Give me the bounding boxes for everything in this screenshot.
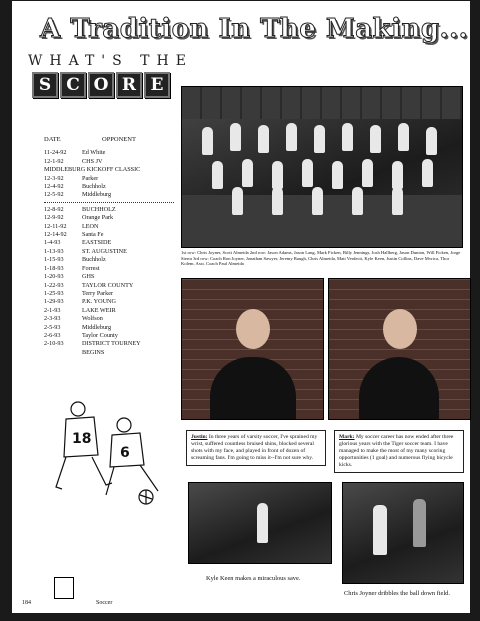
schedule-row: [44, 248, 184, 256]
opponent-name: Buchholz: [82, 183, 106, 191]
team-member-figure: [202, 127, 213, 155]
game-date: 1-15-93: [44, 256, 64, 264]
opponent-name: EASTSIDE: [82, 239, 112, 247]
opponent-name: Wolfson: [82, 315, 103, 323]
opponent-name: Parker: [82, 174, 99, 182]
schedule-row: [44, 239, 184, 247]
schedule-row: [44, 290, 184, 298]
dribble-caption: Chris Joyner dribbles the ball down field.: [344, 590, 450, 597]
schedule-row: [44, 256, 184, 264]
keeper-caption: Kyle Keen makes a miraculous save.: [206, 575, 301, 582]
team-member-figure: [392, 187, 403, 215]
opponent-name: GHS: [82, 273, 95, 281]
opponent-name: Buchholz: [82, 256, 106, 264]
schedule-row: [44, 273, 184, 281]
score-letter: E: [144, 72, 170, 98]
jersey-number-6: 6: [120, 445, 130, 461]
schedule-row: [44, 183, 184, 191]
opponent-name: Santa Fe: [82, 231, 104, 239]
team-member-figure: [370, 125, 381, 153]
game-date: 2-6-93: [44, 331, 61, 339]
game-date: 12-14-92: [44, 231, 67, 239]
team-member-figure: [272, 187, 283, 215]
game-date: 2-3-93: [44, 315, 61, 323]
schedule-row: [44, 231, 184, 239]
schedule-row: [44, 223, 184, 231]
game-date: 2-5-93: [44, 323, 61, 331]
schedule-row: [44, 324, 184, 332]
goalkeeper-figure: [257, 503, 268, 543]
opponent-name: Ed White: [82, 149, 106, 157]
score-letter: C: [60, 72, 86, 98]
player-head: [117, 418, 131, 432]
player-legs: [56, 457, 112, 489]
schedule-row: [44, 340, 184, 348]
opponent-name: Middleburg: [82, 323, 112, 331]
schedule-row: [44, 158, 184, 166]
game-date: 11-24-92: [44, 149, 67, 157]
team-member-figure: [392, 161, 403, 189]
opponent-name: DISTRICT TOURNEY: [82, 340, 141, 348]
team-photo: [181, 86, 463, 248]
schedule-row: [44, 332, 184, 340]
quote-name: Mark:: [339, 434, 355, 440]
score-letter: O: [88, 72, 114, 98]
team-member-figure: [422, 159, 433, 187]
portrait-head: [383, 309, 417, 349]
team-member-figure: [242, 159, 253, 187]
justin-quote: [186, 430, 326, 466]
whats-the-kicker: WHAT'S THE: [28, 53, 193, 69]
opponent-name: Forrest: [82, 264, 100, 272]
team-member-figure: [302, 159, 313, 187]
schedule-row: [44, 298, 184, 306]
score-logo: [32, 72, 170, 98]
player-figure: [373, 505, 387, 555]
soccer-players-illustration: [36, 395, 176, 515]
schedule-header: [44, 136, 184, 144]
opponent-name: Terry Parker: [82, 289, 114, 297]
game-date: 1-29-93: [44, 298, 64, 306]
opponent-name: TAYLOR COUNTY: [82, 281, 134, 289]
team-member-figure: [212, 161, 223, 189]
game-date: 12-1-92: [44, 157, 64, 165]
team-member-figure: [286, 123, 297, 151]
opponent-name: LEON: [82, 222, 99, 230]
quote-name: Justin:: [191, 434, 208, 440]
game-date: 2-10-93: [44, 340, 64, 348]
team-member-figure: [362, 159, 373, 187]
team-member-figure: [342, 123, 353, 151]
game-date: 12-3-92: [44, 174, 64, 182]
schedule-rows-preseason: [44, 149, 184, 199]
defender-figure: [413, 499, 426, 547]
opponent-name: CHS JV: [82, 157, 103, 165]
team-member-figure: [352, 187, 363, 215]
keeper-save-photo: [188, 482, 332, 564]
game-date: 1-22-93: [44, 281, 64, 289]
schedule-table: [44, 136, 184, 357]
team-member-figure: [314, 125, 325, 153]
schedule-row: [44, 307, 184, 315]
team-member-figure: [272, 161, 283, 189]
schedule-divider: [44, 202, 174, 203]
schedule-row: [44, 149, 184, 157]
score-letter: R: [116, 72, 142, 98]
schedule-row: [44, 191, 184, 199]
schedule-row: [44, 315, 184, 323]
opponent-name: Orange Park: [82, 214, 114, 222]
schedule-rows-season: [44, 206, 184, 357]
game-date: 12-5-92: [44, 191, 64, 199]
dribble-photo: [342, 482, 464, 584]
opponent-header: OPPONENT: [102, 136, 136, 143]
date-header: DATE: [44, 136, 61, 143]
schedule-row: [44, 175, 184, 183]
tiger-logo-icon: [54, 577, 74, 599]
player-head: [71, 402, 85, 416]
game-date: 12-8-92: [44, 205, 64, 213]
opponent-name: BUCHHOLZ: [82, 205, 116, 213]
game-date: 12-9-92: [44, 214, 64, 222]
game-date: [44, 349, 82, 357]
quote-text: My soccer career has now ended after three glorious years with the Tiger soccer team. I have managed to make the most of my many scoring opportunities (1 goal) and numerous flying bicycle kicks.: [339, 434, 454, 468]
opponent-name: Middleburg: [82, 191, 112, 199]
opponent-name: LAKE WEIR: [82, 306, 116, 314]
fence: [182, 87, 462, 119]
mark-portrait: [328, 278, 471, 420]
team-member-figure: [398, 123, 409, 151]
schedule-row: [44, 265, 184, 273]
game-date: 1-25-93: [44, 289, 64, 297]
opponent-name: BEGINS: [82, 348, 105, 356]
schedule-row: [44, 206, 184, 214]
section-name: Soccer: [96, 600, 113, 606]
team-member-figure: [258, 125, 269, 153]
opponent-name: ST. AUGUSTINE: [82, 247, 127, 255]
schedule-row: [44, 214, 184, 222]
jersey-number-18: 18: [72, 431, 92, 447]
portrait-jacket: [210, 357, 296, 419]
game-date: 12-4-92: [44, 183, 64, 191]
game-date: 12-11-92: [44, 222, 67, 230]
opponent-name: P.K. YOUNG: [82, 298, 116, 306]
quote-text: In three years of varsity soccer, I've sprained my wrist, suffered countless bruised shins, blocked several shots with my face, and played in front of dozen of screaming fans. I'm going to miss it--I'm not sure why.: [191, 434, 318, 461]
schedule-row: [44, 282, 184, 290]
team-photo-caption: 1st row: Chris Joyner, Scott Almeida 2nd row: Jason Adams, Jason Lang, Mark Ficken, Billy Jennings, Josh Hallberg, Jason Dunton, Will Ficken, Jorge Sierra 3rd row: Coach Ron Joyner, Jonathan Sawyer, Jeremy Baugh, Chris Almeida, Matt Verdecti, Kyle Keen, Justin Collins, Dave Mvrica, Thor Kolem, Asst. Coach Paul Almeida: [181, 250, 461, 267]
team-member-figure: [332, 161, 343, 189]
schedule-row: [44, 349, 184, 357]
team-member-figure: [312, 187, 323, 215]
team-member-figure: [230, 123, 241, 151]
score-letter: S: [32, 72, 58, 98]
game-date: 1-20-93: [44, 273, 64, 281]
portrait-jacket: [359, 357, 439, 419]
portrait-head: [236, 309, 270, 349]
page-title: A Tradition In The Making...: [40, 14, 469, 44]
team-member-figure: [232, 187, 243, 215]
game-date: 2-1-93: [44, 306, 61, 314]
mark-quote: [334, 430, 464, 473]
player-legs: [106, 465, 158, 495]
game-date: 1-13-93: [44, 247, 64, 255]
page-number: 184: [22, 600, 31, 606]
justin-portrait: [181, 278, 324, 420]
game-date: 1-4-93: [44, 239, 61, 247]
game-date: 1-18-93: [44, 264, 64, 272]
team-member-figure: [426, 127, 437, 155]
opponent-name: Taylor County: [82, 331, 118, 339]
schedule-row: MIDDLEBURG KICKOFF CLASSIC: [44, 166, 141, 174]
